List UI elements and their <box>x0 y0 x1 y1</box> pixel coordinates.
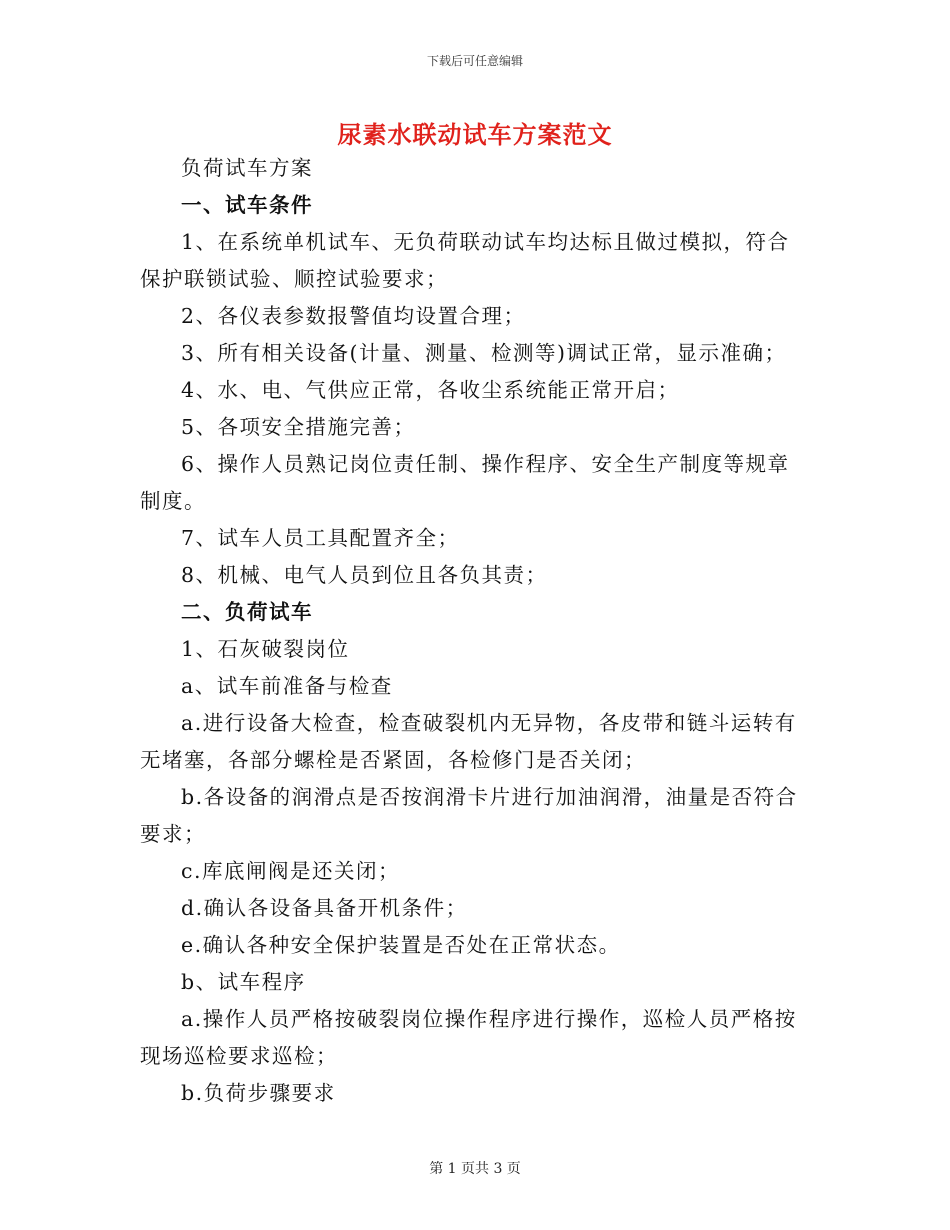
paragraph: 7、试车人员工具配置齐全； <box>181 526 460 550</box>
page-number: 第 1 页共 3 页 <box>429 1161 521 1177</box>
paragraph: a、试车前准备与检查 <box>181 674 393 698</box>
page-header-note: 下载后可任意编辑 <box>426 54 523 68</box>
paragraph: 5、各项安全措施完善； <box>181 415 416 439</box>
paragraph: 1、在系统单机试车、无负荷联动试车均达标且做过模拟，符合保护联锁试验、顺控试验要求； <box>140 230 790 291</box>
section-heading: 一、试车条件 <box>181 193 313 217</box>
section-heading: 二、负荷试车 <box>181 600 313 624</box>
paragraph: d.确认各设备具备开机条件； <box>181 896 468 920</box>
paragraph: b、试车程序 <box>181 970 306 994</box>
paragraph: 8、机械、电气人员到位且各负其责； <box>181 563 548 587</box>
paragraph: a.操作人员严格按破裂岗位操作程序进行操作，巡检人员严格按现场巡检要求巡检； <box>140 1007 797 1068</box>
document-body <box>140 150 808 1112</box>
paragraph: c.库底闸阀是还关闭； <box>181 859 400 883</box>
paragraph: 4、水、电、气供应正常，各收尘系统能正常开启； <box>181 378 680 402</box>
paragraph: 1、石灰破裂岗位 <box>181 637 350 661</box>
paragraph: 2、各仪表参数报警值均设置合理； <box>181 304 526 328</box>
paragraph: e.确认各种安全保护装置是否处在正常状态。 <box>181 933 621 957</box>
document-title: 尿素水联动试车方案范文 <box>337 120 613 149</box>
paragraph: 3、所有相关设备(计量、测量、检测等)调试正常，显示准确； <box>181 341 787 365</box>
paragraph: b.各设备的润滑点是否按润滑卡片进行加油润滑，油量是否符合要求； <box>140 785 798 846</box>
paragraph: 6、操作人员熟记岗位责任制、操作程序、安全生产制度等规章制度。 <box>140 452 790 513</box>
paragraph: a.进行设备大检查，检查破裂机内无异物，各皮带和链斗运转有无堵塞，各部分螺栓是否紧固，各检修门是否关闭； <box>140 711 797 772</box>
paragraph: b.负荷步骤要求 <box>181 1081 336 1105</box>
paragraph: 负荷试车方案 <box>181 156 313 180</box>
